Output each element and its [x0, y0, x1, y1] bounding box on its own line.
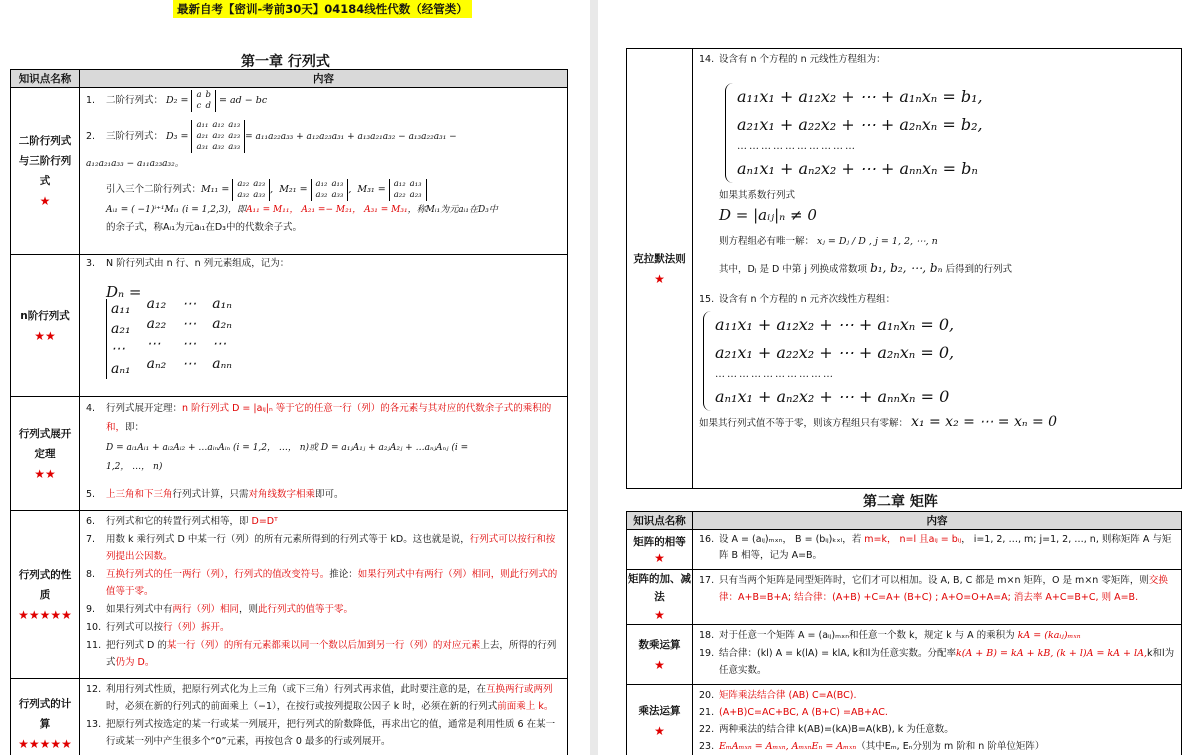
- matrix-2x2: a b c d: [191, 90, 216, 112]
- table-row: 乘法运算 ★ 20. 矩阵乘法结合律 (AB) C=A(BC). 21. (A+B)C=AC+BC, A (B+C) =AB+AC. 22. 两种乘法的结合律 k(AB)=(kA)B=A(kB), k 为任意数。 23. EₘAₘₓₙ = Aₘₓₙ, AₘₓₙEₙ = Aₘₓₙ（其中Eₘ, Eₙ分别为 m 阶和 n 阶单位矩阵）: [627, 685, 1182, 755]
- star-rating: ★: [654, 723, 665, 738]
- knowledge-point: 行列式的计算 ★★★★★: [11, 679, 80, 755]
- table-row: 克拉默法则 ★ 14. 设含有 n 个方程的 n 元线性方程组为： a₁₁x₁ + a₁₂x₂ + ⋯ + a₁ₙxₙ = b₁, a₂₁x₁ + a₂₂x₂ + ⋯ + a₂ₙxₙ = b₂, ………………………… aₙ₁x₁ + aₙ₂x₂ + ⋯ + aₙₙxₙ = bₙ 如果其系数行列式 D = |aᵢⱼ|ₙ ≠ 0 则方程组必有唯一解： xⱼ = Dⱼ / D , j = 1, 2, ⋯, n 其中，Dⱼ 是 D 中第 j 列换成常数项 b₁, b₂, ⋯, bₙ 后得到的行列式 15. 设含有 n 个方程的 n 元齐次线性方程组： a₁₁x₁ + a₁₂x₂ + ⋯ + a₁ₙxₙ = 0, a₂₁x₁ + a₂₂x₂ + ⋯ + a₂ₙxₙ = 0, ………………………… aₙ₁x₁ + aₙ₂x₂ + ⋯ + aₙₙxₙ = 0 如果其行列式值不等于零，则该方程组只有零解： x₁ = x₂ = ⋯ = xₙ = 0: [627, 49, 1182, 489]
- determinant-dn: Dₙ =: [106, 283, 142, 301]
- chapter2-table: [626, 511, 1182, 755]
- col-header-content: 内容: [80, 70, 568, 88]
- linear-system: a₁₁x₁ + a₁₂x₂ + ⋯ + a₁ₙxₙ = b₁, a₂₁x₁ + a₂₂x₂ + ⋯ + a₂ₙxₙ = b₂, ………………………… aₙ₁x₁ + aₙ₂x₂ + ⋯ + aₙₙxₙ = bₙ: [725, 83, 1177, 183]
- star-rating: ★: [654, 657, 665, 672]
- kp-label: 二阶行列式与三阶行列式: [18, 135, 72, 187]
- knowledge-point: [11, 88, 80, 255]
- table-row: 行列式展开定理 ★★ 4. 行列式展开定理：n 阶行列式 D = |aᵢⱼ|ₙ 等于它的任意一行（列）的各元素与其对应的代数余子式的乘积的和，即： D = aᵢ₁Aᵢ₁ + aᵢ₂Aᵢ₂ + …aᵢₙAᵢₙ (i = 1,2， …， n)或 D = a₁ⱼA₁ⱼ + a₂ⱼA₂ⱼ + …aₙⱼAₙⱼ (i = 1,2， …， n) 5. 上三角和下三角行列式计算，只需对角线数字相乘即可。: [11, 397, 568, 511]
- star-rating: ★★★★★: [18, 736, 72, 751]
- cramer-solution: xⱼ = Dⱼ / D , j = 1, 2, ⋯, n: [817, 236, 938, 247]
- table-row: n阶行列式 ★★ 3. N 阶行列式由 n 行、n 列元素组成，记为： Dₙ = a₁₁ a₁₂ ⋯ a₁ₙ a₂₁ a₂₂ ⋯ a₂ₙ ⋯ ⋯ ⋯ ⋯ aₙ₁ aₙ₂ ⋯ aₙₙ: [11, 255, 568, 397]
- table-row: 数乘运算 ★ 18. 对于任意一个矩阵 A = (aᵢⱼ)ₘₓₙ和任意一个数 k，规定 k 与 A 的乘积为 kA = (kaᵢⱼ)ₘₓₙ 19. 结合律：(kl) A = k(lA) = klA, k和l为任意实数。分配率k(A + B) = kA + kB, (k + l)A = kA + lA,k和l为任意实数。: [627, 625, 1182, 685]
- table-row: [11, 88, 568, 255]
- chapter1-title: 第一章 行列式: [241, 54, 330, 70]
- chapter2-title: 第二章 矩阵: [863, 494, 938, 510]
- knowledge-point: n阶行列式 ★★: [11, 255, 80, 397]
- star-rating: ★: [654, 271, 665, 286]
- table-row: 矩阵的加、减法 ★ 17. 只有当两个矩阵是同型矩阵时，它们才可以相加。设 A, B, C 都是 m×n 矩阵，O 是 m×n 零矩阵，则交换律：A+B=B+A; 结合律：(A+B) +C=A+ (B+C) ; A+O=O+A=A; 消去率 A+C=B+C, 则 A=B.: [627, 570, 1182, 625]
- table-row: 行列式的性质 ★★★★★ 6. 行列式和它的转置行列式相等，即 D=Dᵀ 7. 用数 k 乘行列式 D 中某一行（列）的所有元素所得到的行列式等于 kD。这也就是说，行列式可以按行和按列提出公因数。 8. 互换行列式的任一两行（列），行列式的值改变符号。推论：如果行列式中有两行（列）相同，则此行列式的值等于零。 9. 如果行列式中有两行（列）相同，则此行列式的值等于零。 10. 行列式可以按行（列）拆开。 11. 把行列式 D 的某一行（列）的所有元素都乘以同一个数以后加到另一行（列）的对应元素上去，所得的行列式仍为 D。: [11, 511, 568, 679]
- col-header-kp: 知识点名称: [627, 512, 693, 530]
- homogeneous-system: a₁₁x₁ + a₁₂x₂ + ⋯ + a₁ₙxₙ = 0, a₂₁x₁ + a₂₂x₂ + ⋯ + a₂ₙxₙ = 0, ………………………… aₙ₁x₁ + aₙ₂x₂ + ⋯ + aₙₙxₙ = 0: [703, 311, 1177, 411]
- col-header-content: 内容: [693, 512, 1182, 530]
- cramer-table: [626, 48, 1182, 489]
- star-rating: ★★: [34, 466, 56, 481]
- star-rating: ★★: [34, 328, 56, 343]
- table-row: 矩阵的相等 ★ 16. 设 A = (aᵢⱼ)ₘₓₙ， B = (bᵢⱼ)ₖₓₗ，若 m=k， n=l 且aᵢⱼ = bᵢⱼ， i=1, 2, …, m; j=1, 2, …, n, 则称矩阵 A 与矩阵 B 相等，记为 A=B。: [627, 530, 1182, 570]
- item-text: 二阶行列式：: [106, 95, 164, 106]
- chapter1-table: [10, 69, 568, 755]
- coef-determinant: D = |aᵢⱼ|ₙ ≠ 0: [719, 206, 817, 224]
- right-page: [598, 0, 1194, 755]
- knowledge-point: 行列式的性质 ★★★★★: [11, 511, 80, 679]
- matrix-nxn: a₁₁ a₁₂ ⋯ a₁ₙ a₂₁ a₂₂ ⋯ a₂ₙ ⋯ ⋯ ⋯ ⋯ aₙ₁ aₙ₂ ⋯ aₙₙ: [106, 299, 236, 379]
- content-cell: 1. 二阶行列式： D₂ = a b c d = ad − bc 2. 三阶行列式： D₃ = a₁₁ a₁₂ a₁₃ a₂₁ a₂₂ a₂₃ a₃₁ a₃₂ a₃₃ = a₁₁a₂₂a₃₃ + a₁₂a₂₃a₃₁ + a₁₃a₂₁a₃₂ − a₁₃a₂₂a₃₁ − a₁₂a₂₁a₃₃ − a₁₁a₂₃a₃₂。 引入三个二阶行列式： M₁₁ = a₂₂ a₂₃ a₃₂ a₃₃ , M₂₁ = a₁₂ a₁₃ a₃₂ a₃₃ , M₃₁ = a₁₂ a₁₃ a₂₂ a₂₃ Aᵢ₁ = ( −1)ⁱ⁺¹Mᵢ₁ (i = 1,2,3)，即A₁₁ = M₁₁， A₂₁ =− M₂₁， A₃₁ = M₃₁，称Mᵢ₁为元aᵢ₁在D₃中 的余子式，称Aᵢ₁为元aᵢ₁在D₃中的代数余子式。: [80, 88, 568, 255]
- zero-solution: x₁ = x₂ = ⋯ = xₙ = 0: [911, 414, 1058, 430]
- col-header-kp: 知识点名称: [11, 70, 80, 88]
- matrix-3x3: a₁₁ a₁₂ a₁₃ a₂₁ a₂₂ a₂₃ a₃₁ a₃₂ a₃₃: [191, 120, 245, 153]
- left-page: [0, 0, 590, 755]
- star-rating: ★: [654, 550, 665, 565]
- star-rating: ★: [654, 608, 665, 622]
- table-row: 行列式的计算 ★★★★★ 12. 利用行列式性质，把原行列式化为上三角（或下三角）行列式再求值，此时要注意的是，在互换两行或两列时，必须在新的行列式的前面乘上（−1），在按行或按列提取公因子 k 时，必须在新的行列式前面乘上 k。 13. 把原行列式按选定的某一行或某一列展开，把行列式的阶数降低，再求出它的值，通常是利用性质 6 在某一行或某一列中产生很多个“0”元素，再按包含 0 最多的行或列展开。: [11, 679, 568, 755]
- knowledge-point: 行列式展开定理 ★★: [11, 397, 80, 511]
- document-header: 最新自考【密训-考前30天】04184线性代数（经管类）: [173, 0, 472, 18]
- star-rating: ★: [39, 194, 51, 208]
- knowledge-point: 克拉默法则 ★: [627, 49, 693, 489]
- star-rating: ★★★★★: [18, 607, 72, 622]
